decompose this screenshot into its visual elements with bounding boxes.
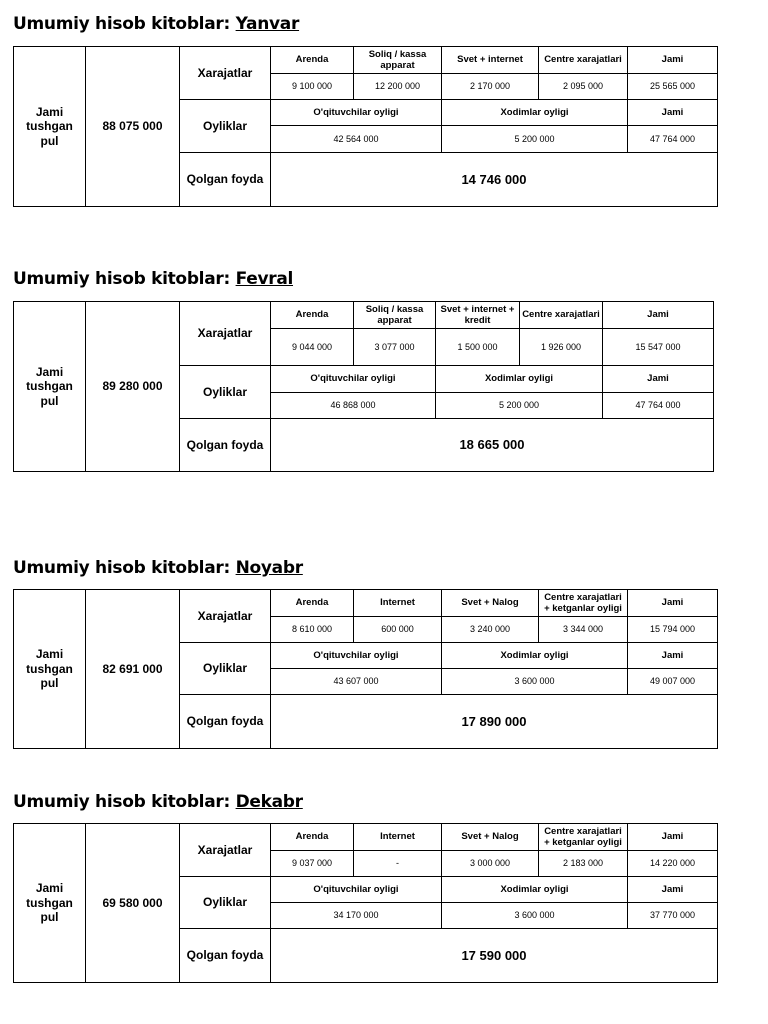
staff-salary-header: Xodimlar oyligi [442, 877, 628, 903]
expense-value: 14 220 000 [628, 851, 718, 877]
teachers-salary-header: O'qituvchilar oyligi [271, 877, 442, 903]
expense-value: 1 500 000 [436, 329, 520, 366]
staff-salary-value: 5 200 000 [436, 392, 603, 418]
expense-value: 12 200 000 [354, 74, 442, 100]
profit-value: 17 590 000 [271, 929, 718, 983]
report-table [13, 301, 714, 472]
report-title: Umumiy hisob kitoblar: Noyabr [13, 558, 303, 578]
total-received-value: 89 280 000 [86, 302, 180, 472]
expense-value: 600 000 [354, 617, 442, 643]
salaries-label: Oyliklar [180, 100, 271, 152]
salaries-label: Oyliklar [180, 366, 271, 418]
expense-header: Centre xarajatlari [539, 47, 628, 74]
salary-total-header: Jami [603, 366, 714, 392]
salaries-label: Oyliklar [180, 877, 271, 929]
expenses-label: Xarajatlar [180, 590, 271, 643]
report-title: Umumiy hisob kitoblar: Fevral [13, 269, 294, 289]
report-table [13, 823, 718, 983]
salary-total-header: Jami [628, 100, 718, 126]
expense-value: 9 037 000 [271, 851, 354, 877]
report-table [13, 46, 718, 207]
total-received-label: Jami tushgan pul [14, 824, 86, 983]
profit-label: Qolgan foyda [180, 695, 271, 749]
report-month: Dekabr [235, 792, 303, 812]
report-month: Noyabr [235, 558, 303, 578]
expense-header: Internet [354, 824, 442, 851]
expense-header: Svet + internet + kredit [436, 302, 520, 329]
expense-value: - [354, 851, 442, 877]
profit-label: Qolgan foyda [180, 929, 271, 983]
teachers-salary-header: O'qituvchilar oyligi [271, 100, 442, 126]
total-received-value: 88 075 000 [86, 47, 180, 207]
staff-salary-value: 5 200 000 [442, 126, 628, 152]
teachers-salary-value: 42 564 000 [271, 126, 442, 152]
report-month: Yanvar [235, 14, 300, 34]
report-title: Umumiy hisob kitoblar: Yanvar [13, 14, 300, 34]
expense-header: Centre xarajatlari [520, 302, 603, 329]
expenses-label: Xarajatlar [180, 302, 271, 366]
expense-value: 15 547 000 [603, 329, 714, 366]
expense-header: Arenda [271, 47, 354, 74]
expenses-label: Xarajatlar [180, 47, 271, 100]
expense-header: Jami [628, 824, 718, 851]
expense-value: 3 240 000 [442, 617, 539, 643]
salaries-label: Oyliklar [180, 643, 271, 695]
expense-value: 2 095 000 [539, 74, 628, 100]
expense-header: Svet + Nalog [442, 824, 539, 851]
teachers-salary-value: 43 607 000 [271, 669, 442, 695]
total-received-value: 69 580 000 [86, 824, 180, 983]
profit-label: Qolgan foyda [180, 152, 271, 206]
total-received-label: Jami tushgan pul [14, 590, 86, 749]
expense-header: Arenda [271, 824, 354, 851]
expense-value: 2 183 000 [539, 851, 628, 877]
report-table [13, 589, 718, 749]
teachers-salary-header: O'qituvchilar oyligi [271, 366, 436, 392]
expense-header: Soliq / kassa apparat [354, 47, 442, 74]
expense-value: 3 077 000 [354, 329, 436, 366]
staff-salary-header: Xodimlar oyligi [442, 100, 628, 126]
teachers-salary-value: 46 868 000 [271, 392, 436, 418]
total-received-label: Jami tushgan pul [14, 47, 86, 207]
profit-label: Qolgan foyda [180, 418, 271, 471]
expense-value: 25 565 000 [628, 74, 718, 100]
salary-total-value: 47 764 000 [603, 392, 714, 418]
teachers-salary-header: O'qituvchilar oyligi [271, 643, 442, 669]
expense-value: 3 000 000 [442, 851, 539, 877]
salary-total-value: 37 770 000 [628, 903, 718, 929]
expense-value: 15 794 000 [628, 617, 718, 643]
expense-value: 9 100 000 [271, 74, 354, 100]
expenses-label: Xarajatlar [180, 824, 271, 877]
salary-total-header: Jami [628, 643, 718, 669]
staff-salary-header: Xodimlar oyligi [436, 366, 603, 392]
expense-header: Arenda [271, 590, 354, 617]
expense-value: 1 926 000 [520, 329, 603, 366]
report-title: Umumiy hisob kitoblar: Dekabr [13, 792, 303, 812]
staff-salary-value: 3 600 000 [442, 903, 628, 929]
expense-value: 3 344 000 [539, 617, 628, 643]
profit-value: 14 746 000 [271, 152, 718, 206]
profit-value: 18 665 000 [271, 418, 714, 471]
expense-header: Svet + Nalog [442, 590, 539, 617]
expense-value: 9 044 000 [271, 329, 354, 366]
expense-header: Svet + internet [442, 47, 539, 74]
report-month: Fevral [235, 269, 294, 289]
expense-header: Jami [603, 302, 714, 329]
salary-total-value: 47 764 000 [628, 126, 718, 152]
expense-header: Jami [628, 47, 718, 74]
expense-header: Soliq / kassa apparat [354, 302, 436, 329]
total-received-value: 82 691 000 [86, 590, 180, 749]
expense-header: Jami [628, 590, 718, 617]
salary-total-value: 49 007 000 [628, 669, 718, 695]
expense-header: Internet [354, 590, 442, 617]
staff-salary-header: Xodimlar oyligi [442, 643, 628, 669]
salary-total-header: Jami [628, 877, 718, 903]
profit-value: 17 890 000 [271, 695, 718, 749]
expense-header: Centre xarajatlari + ketganlar oyligi [539, 824, 628, 851]
teachers-salary-value: 34 170 000 [271, 903, 442, 929]
expense-header: Arenda [271, 302, 354, 329]
expense-value: 2 170 000 [442, 74, 539, 100]
total-received-label: Jami tushgan pul [14, 302, 86, 472]
expense-value: 8 610 000 [271, 617, 354, 643]
staff-salary-value: 3 600 000 [442, 669, 628, 695]
expense-header: Centre xarajatlari + ketganlar oyligi [539, 590, 628, 617]
